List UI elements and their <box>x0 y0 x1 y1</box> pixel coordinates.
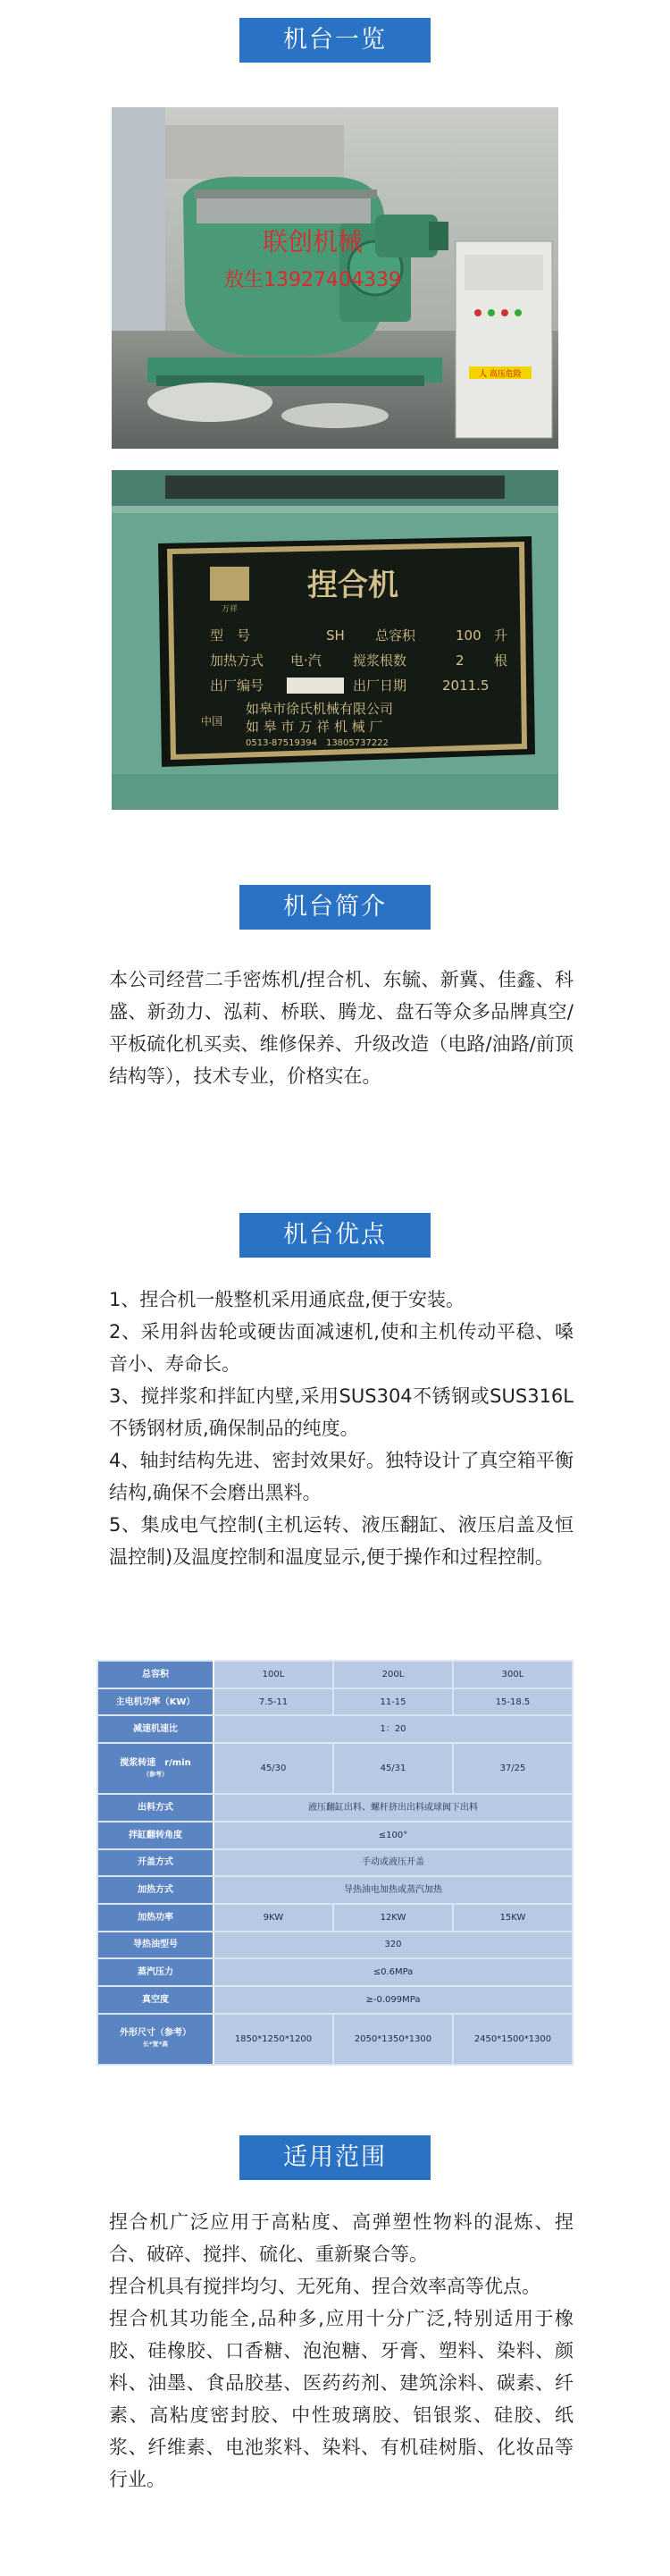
spec-label: 加热功率 <box>97 1904 214 1932</box>
spec-value: 7.5-11 <box>214 1688 333 1716</box>
spec-value: 15KW <box>453 1904 573 1932</box>
spec-value: 11-15 <box>333 1688 453 1716</box>
spec-label: 出料方式 <box>97 1794 214 1822</box>
np-row2-e: 根 <box>494 652 508 669</box>
table-row <box>97 1876 573 1904</box>
table-row <box>97 1822 573 1849</box>
table-row <box>97 1932 573 1959</box>
spec-label: 拌缸翻转角度 <box>97 1822 214 1849</box>
nameplate-title: 捏合机 <box>307 568 398 603</box>
spec-value: 200L <box>333 1661 453 1688</box>
spec-label-cell <box>97 1743 214 1794</box>
table-row <box>97 1849 573 1877</box>
table-row <box>97 2014 573 2065</box>
spec-value: 12KW <box>333 1904 453 1932</box>
np-row1-d: 100 <box>456 627 482 644</box>
np-row2-a: 加热方式 <box>210 652 264 669</box>
watermark-phone: 敖生13927404339 <box>224 269 401 291</box>
spec-value: 1850*1250*1200 <box>214 2014 333 2065</box>
advantage-item: 2、采用斜齿轮或硬齿面减速机,使和主机传动平稳、嗓音小、寿命长。 <box>109 1321 574 1375</box>
np-row3-d: 2011.5 <box>442 678 490 694</box>
np-row1-b: SH <box>326 627 345 644</box>
np-row1-e: 升 <box>494 627 508 644</box>
spec-label: 搅浆转速 r/min <box>120 1757 191 1768</box>
np-row2-b: 电·汽 <box>290 652 322 669</box>
spec-value: 手动或液压开盖 <box>214 1849 573 1877</box>
np-row1-a: 型 号 <box>210 627 251 644</box>
section-title-overview: 机台一览 <box>239 18 431 63</box>
table-row <box>97 1715 573 1743</box>
spec-label-note: 长*宽*高 <box>142 2041 169 2049</box>
np-row3-c: 出厂日期 <box>353 678 407 694</box>
scope-text: 捏合机广泛应用于高粘度、高弹塑性物料的混炼、捏合、破碎、搅拌、硫化、重新聚合等。 <box>109 2211 574 2265</box>
spec-value: ≤100° <box>214 1822 573 1849</box>
spec-label: 开盖方式 <box>97 1849 214 1877</box>
scope-text: 捏合机其功能全,品种多,应用十分广泛,特别适用于橡胶、硅橡胶、口香糖、泡泡糖、牙膏、塑料、染料、颜料、油墨、食品胶基、医药药剂、建筑涂料、碳素、纤素、高粘度密封胶、中性玻璃胶、铝银浆、硅胶、纸浆、纤维素、电池浆料、染料、有机硅树脂、化妆品等行业。 <box>109 2308 574 2490</box>
cabinet-warning-label: 人 高压危险 <box>479 370 522 379</box>
advantage-item: 4、轴封结构先进、密封效果好。独特设计了真空箱平衡结构,确保不会磨出黑料。 <box>109 1450 574 1503</box>
nameplate-illustration <box>112 470 558 810</box>
spec-label: 导热油型号 <box>97 1932 214 1959</box>
advantage-item: 3、搅拌浆和拌缸内壁,采用SUS304不锈钢或SUS316L不锈钢材质,确保制品的纯度。 <box>109 1385 574 1439</box>
scope-paragraphs <box>109 2206 574 2496</box>
advantage-item: 1、捏合机一般整机采用通底盘,便于安装。 <box>109 1289 465 1310</box>
spec-label: 减速机速比 <box>97 1715 214 1743</box>
np-maker-line3: 0513-87519394 13805737222 <box>246 738 389 748</box>
spec-value: 2450*1500*1300 <box>453 2014 573 2065</box>
spec-value: 300L <box>453 1661 573 1688</box>
table-row <box>97 1688 573 1716</box>
spec-value: 45/30 <box>214 1743 333 1794</box>
advantage-item: 5、集成电气控制(主机运转、液压翻缸、液压启盖及恒温控制)及温度控制和温度显示,便于操作和过程控制。 <box>109 1514 574 1568</box>
spec-value: 100L <box>214 1661 333 1688</box>
scope-text: 捏合机具有搅拌均匀、无死角、捏合效率高等优点。 <box>109 2276 540 2297</box>
spec-label-cell <box>97 2014 214 2065</box>
spec-label: 加热方式 <box>97 1876 214 1904</box>
table-row <box>97 1958 573 1986</box>
table-row <box>97 1904 573 1932</box>
intro-text: 本公司经营二手密炼机/捏合机、东毓、新冀、佳鑫、科盛、新劲力、泓莉、桥联、腾龙、盘石等众多品牌真空/平板硫化机买卖、维修保养、升级改造（电路/油路/前顶结构等），技术专业，价格实在。 <box>109 969 574 1087</box>
spec-value: 液压翻缸出料、螺杆挤出出料或球阀下出料 <box>214 1794 573 1822</box>
spec-value: ≥-0.099MPa <box>214 1986 573 2014</box>
nameplate-logo-text: 万祥 <box>221 605 239 614</box>
spec-value: 9KW <box>214 1904 333 1932</box>
table-row <box>97 1743 573 1794</box>
watermark-company: 联创机械 <box>262 227 364 257</box>
section-title-advantages: 机台优点 <box>239 1213 431 1258</box>
advantages-list <box>109 1284 574 1573</box>
spec-label: 蒸汽压力 <box>97 1958 214 1986</box>
spec-value: 45/31 <box>333 1743 453 1794</box>
spec-label: 主电机功率（KW） <box>97 1688 214 1716</box>
spec-label: 外形尺寸（参考） <box>120 2028 191 2039</box>
nameplate-photo <box>112 470 558 810</box>
spec-value: ≤0.6MPa <box>214 1958 573 1986</box>
spec-value: 导热油电加热或蒸汽加热 <box>214 1876 573 1904</box>
np-row1-c: 总容积 <box>375 627 416 644</box>
spec-table <box>96 1660 574 2066</box>
table-row <box>97 1661 573 1688</box>
spec-label-note: （参考） <box>143 1770 168 1778</box>
section-title-intro: 机台简介 <box>239 885 431 930</box>
spec-label: 总容积 <box>97 1661 214 1688</box>
np-country: 中国 <box>201 715 223 728</box>
spec-value: 1：20 <box>214 1715 573 1743</box>
np-row2-c: 搅浆根数 <box>353 652 407 669</box>
np-row3-a: 出厂编号 <box>210 678 264 694</box>
table-row <box>97 1986 573 2014</box>
intro-paragraph <box>109 964 574 1092</box>
machine-photo-illustration <box>112 107 558 449</box>
spec-value: 37/25 <box>453 1743 573 1794</box>
spec-label: 真空度 <box>97 1986 214 2014</box>
machine-photo <box>112 107 558 449</box>
spec-value: 2050*1350*1300 <box>333 2014 453 2065</box>
section-title-scope: 适用范围 <box>239 2135 431 2180</box>
table-row <box>97 1794 573 1822</box>
np-row2-d: 2 <box>456 652 465 669</box>
np-maker-line2: 如 皋 市 万 祥 机 械 厂 <box>246 719 383 735</box>
spec-value: 15-18.5 <box>453 1688 573 1716</box>
np-maker-line1: 如皋市徐氏机械有限公司 <box>246 701 394 717</box>
spec-value: 320 <box>214 1932 573 1959</box>
